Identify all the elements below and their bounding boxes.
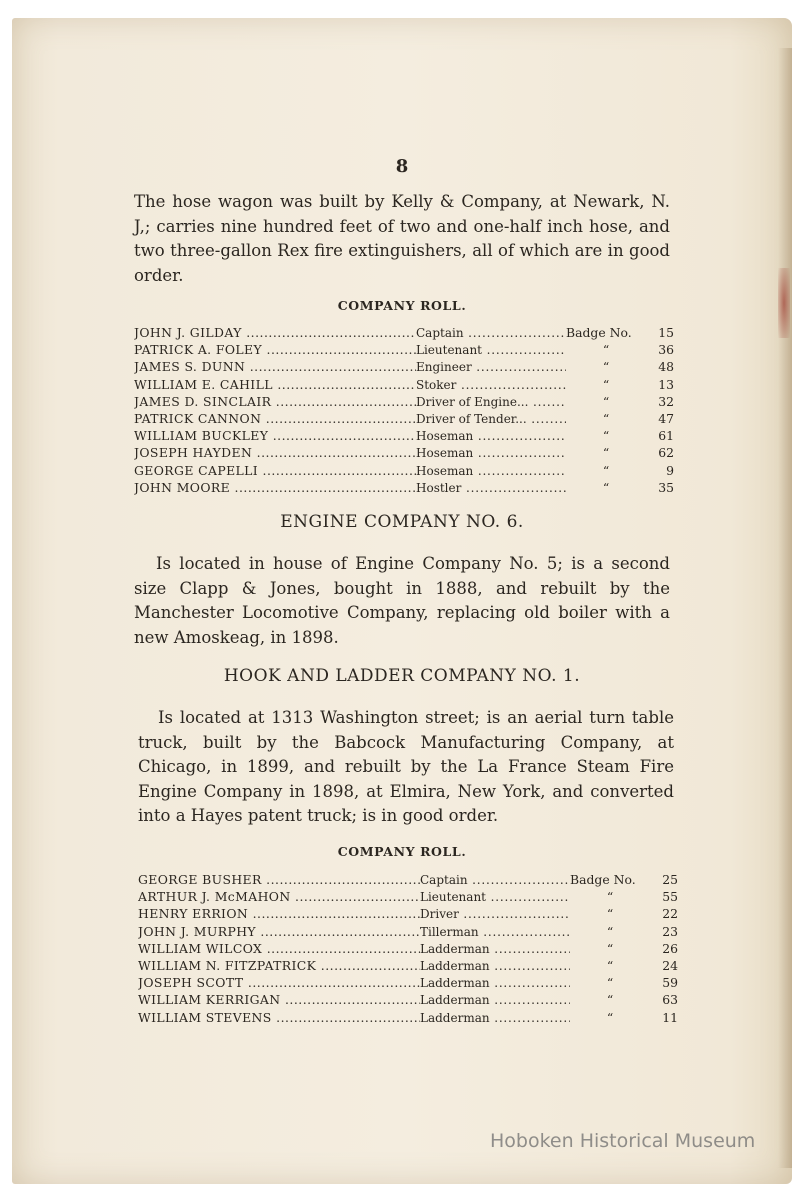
member-rank: Engineer .....: [416, 359, 566, 376]
member-rank: Captain .....: [416, 325, 566, 342]
table-row: [138, 888, 678, 905]
hook-ladder-1-paragraph: Is located at 1313 Washington street; is an aerial turn table truck, built by the Babcock Manufacturing Company, at Chicago, in 1899, and rebuilt by the La France Steam Fire Engine Company in 1898, at Elmira, New York, and converted into a Hayes patent truck; is in good order.: [138, 708, 674, 825]
table-row: [138, 991, 678, 1008]
ditto-mark: “: [602, 479, 610, 495]
badge-number: 13: [658, 376, 674, 392]
badge-number: 59: [662, 975, 678, 991]
ditto-mark: “: [602, 359, 610, 375]
company-roll-title-1: COMPANY ROLL.: [337, 298, 467, 313]
ditto-mark: “: [602, 393, 610, 409]
table-row: [134, 393, 674, 410]
member-name: JAMES S. DUNN .....: [134, 358, 416, 375]
table-row: [138, 1009, 678, 1026]
badge-number: 36: [658, 342, 674, 358]
member-name: WILLIAM N. FITZPATRICK .....: [138, 957, 420, 974]
badge-number: 26: [662, 940, 678, 956]
badge-number: 11: [662, 1009, 678, 1025]
table-row: [134, 376, 674, 393]
ditto-mark: “: [602, 342, 610, 358]
badge-number: 24: [662, 957, 678, 973]
member-name: GEORGE CAPELLI .....: [134, 462, 416, 479]
member-rank: Ladderman .....: [420, 992, 570, 1009]
member-name: WILLIAM BUCKLEY .....: [134, 427, 416, 444]
page-number: 8: [395, 156, 409, 177]
member-rank: Driver of Tender... .....: [416, 411, 566, 428]
member-name: WILLIAM KERRIGAN .....: [138, 991, 420, 1008]
ditto-mark: “: [602, 428, 610, 444]
badge-number: 63: [662, 992, 678, 1008]
company-roll-table-2: [138, 871, 678, 1026]
badge-number: 23: [662, 923, 678, 939]
table-row: [134, 358, 674, 375]
table-row: [134, 444, 674, 461]
member-name: JOSEPH SCOTT .....: [138, 974, 420, 991]
badge-number: 35: [658, 479, 674, 495]
member-name: WILLIAM E. CAHILL .....: [134, 376, 416, 393]
member-name: WILLIAM WILCOX .....: [138, 940, 420, 957]
member-name: JOHN MOORE .....: [134, 479, 416, 496]
member-name: JOHN J. MURPHY .....: [138, 923, 420, 940]
member-rank: Hoseman .....: [416, 463, 566, 480]
table-row: [138, 974, 678, 991]
badge-number: 25: [662, 872, 678, 887]
member-name: PATRICK A. FOLEY .....: [134, 341, 416, 358]
ditto-mark: “: [606, 975, 614, 991]
table-row: [134, 462, 674, 479]
table-row: [138, 871, 678, 888]
badge-number: 48: [658, 359, 674, 375]
table-row: [134, 324, 674, 341]
ditto-mark: “: [606, 992, 614, 1008]
ditto-mark: “: [606, 957, 614, 973]
badge-number: 15: [658, 325, 674, 340]
table-row: [138, 957, 678, 974]
table-row: [138, 923, 678, 940]
ditto-mark: “: [606, 1009, 614, 1025]
ditto-mark: “: [606, 923, 614, 939]
ditto-mark: “: [602, 462, 610, 478]
engine-company-6-heading: ENGINE COMPANY NO. 6.: [280, 512, 524, 532]
table-row: [134, 410, 674, 427]
member-name: WILLIAM STEVENS .....: [138, 1009, 420, 1026]
member-rank: Ladderman .....: [420, 975, 570, 992]
member-rank: Ladderman .....: [420, 941, 570, 958]
member-rank: Ladderman .....: [420, 958, 570, 975]
badge-number: 55: [662, 889, 678, 905]
ditto-mark: “: [606, 940, 614, 956]
hook-ladder-1-heading: HOOK AND LADDER COMPANY NO. 1.: [223, 666, 581, 686]
engine-company-6-paragraph: Is located in house of Engine Company No. 5; is a second size Clapp & Jones, bought in 1888, and rebuilt by the Manchester Locomotive Company, replacing old boiler with a new Amoskeag, in 1898.: [134, 554, 670, 647]
member-rank: Hoseman .....: [416, 428, 566, 445]
member-name: JOHN J. GILDAY .....: [134, 324, 416, 341]
member-name: JOSEPH HAYDEN .....: [134, 444, 416, 461]
table-row: [138, 940, 678, 957]
ditto-mark: “: [602, 410, 610, 426]
table-row: [134, 479, 674, 496]
page-edge: [778, 48, 792, 1168]
hose-wagon-paragraph: The hose wagon was built by Kelly & Company, at Newark, N. J,; carries nine hundred feet of two and one-half inch hose, and two three-gallon Rex fire extinguishers, all of which are in good order.: [134, 192, 670, 285]
badge-number: 61: [658, 428, 674, 444]
ditto-mark: “: [602, 445, 610, 461]
member-name: ARTHUR J. McMAHON .....: [138, 888, 420, 905]
member-rank: Driver .....: [420, 906, 570, 923]
museum-watermark: Hoboken Historical Museum: [490, 1130, 756, 1152]
member-rank: Driver of Engine... .....: [416, 394, 566, 411]
badge-number: 47: [658, 410, 674, 426]
badge-number: 22: [662, 906, 678, 922]
badge-number: 32: [658, 393, 674, 409]
badge-label: Badge No.: [570, 872, 636, 887]
member-rank: Lieutenant .....: [420, 889, 570, 906]
badge-label: Badge No.: [566, 325, 632, 340]
ditto-mark: “: [606, 906, 614, 922]
member-rank: Hoseman .....: [416, 445, 566, 462]
table-row: [134, 341, 674, 358]
member-name: HENRY ERRION .....: [138, 905, 420, 922]
member-name: PATRICK CANNON .....: [134, 410, 416, 427]
member-name: GEORGE BUSHER .....: [138, 871, 420, 888]
badge-number: 62: [658, 445, 674, 461]
ditto-mark: “: [602, 376, 610, 392]
table-row: [134, 427, 674, 444]
badge-number: 9: [666, 462, 674, 478]
document-page: [12, 18, 792, 1184]
company-roll-title-2: COMPANY ROLL.: [337, 844, 467, 859]
member-rank: Hostler .....: [416, 480, 566, 497]
member-rank: Tillerman .....: [420, 924, 570, 941]
table-row: [138, 905, 678, 922]
member-rank: Stoker .....: [416, 377, 566, 394]
member-name: JAMES D. SINCLAIR .....: [134, 393, 416, 410]
ditto-mark: “: [606, 889, 614, 905]
member-rank: Ladderman .....: [420, 1010, 570, 1027]
member-rank: Captain .....: [420, 872, 570, 889]
member-rank: Lieutenant .....: [416, 342, 566, 359]
company-roll-table-1: [134, 324, 674, 496]
